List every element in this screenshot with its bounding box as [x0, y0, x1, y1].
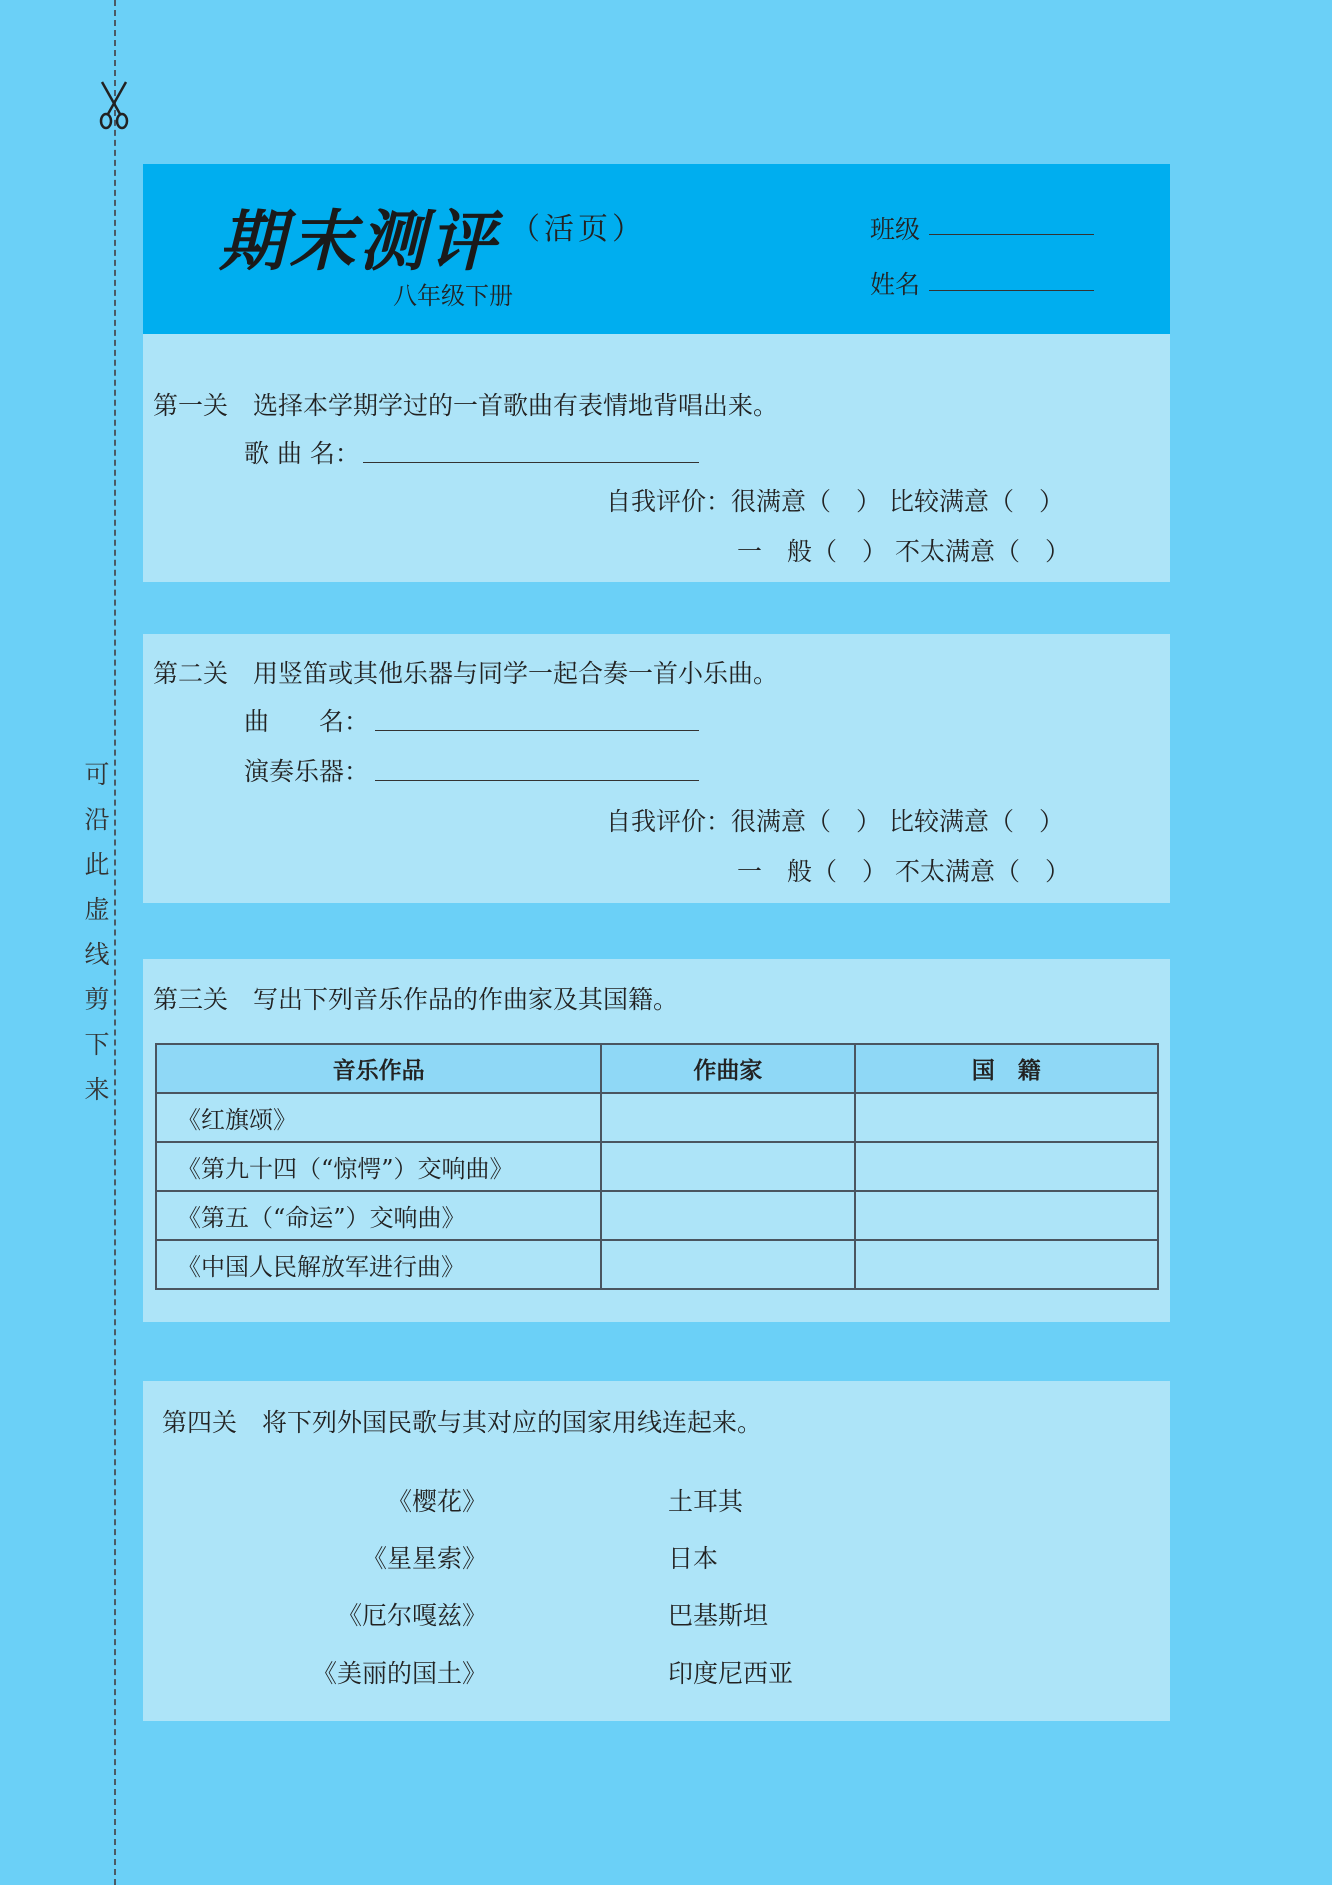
section-3-title: 第三关 写出下列音乐作品的作曲家及其国籍。: [153, 985, 679, 1014]
composer-cell[interactable]: [601, 1191, 854, 1240]
work-cell: 《第九十四（“惊愕”）交响曲》: [156, 1142, 601, 1191]
nationality-cell[interactable]: [855, 1093, 1158, 1142]
section-4-title: 第四关 将下列外国民歌与其对应的国家用线连起来。: [162, 1408, 763, 1437]
composer-cell[interactable]: [601, 1142, 854, 1191]
cut-char: 剪: [84, 985, 110, 1014]
country-item[interactable]: 印度尼西亚: [668, 1659, 794, 1688]
self-eval-label: 自我评价：: [606, 807, 732, 836]
table-row: [156, 1240, 1158, 1289]
cut-instruction: [80, 752, 114, 1112]
instrument-label: 演奏乐器：: [244, 757, 370, 786]
option-average[interactable]: 一 般（ ）: [737, 857, 888, 886]
folk-song-item[interactable]: 《厄尔嘎兹》: [336, 1601, 487, 1630]
composer-cell[interactable]: [601, 1093, 854, 1142]
country-item[interactable]: 土耳其: [668, 1487, 744, 1516]
folk-song-item[interactable]: 《美丽的国土》: [311, 1659, 487, 1688]
work-cell: 《中国人民解放军进行曲》: [156, 1240, 601, 1289]
option-average[interactable]: 一 般（ ）: [737, 537, 888, 566]
song-name-field[interactable]: [363, 462, 699, 463]
country-item[interactable]: 巴基斯坦: [668, 1601, 769, 1630]
cut-char: 可: [84, 760, 110, 789]
table-row: [156, 1093, 1158, 1142]
column-header: 作曲家: [601, 1044, 854, 1093]
nationality-cell[interactable]: [855, 1142, 1158, 1191]
instrument-field[interactable]: [375, 780, 699, 781]
cut-char: 此: [84, 850, 110, 879]
table-row: [156, 1142, 1158, 1191]
option-very-satisfied[interactable]: 很满意（ ）: [731, 487, 882, 516]
table-row: [156, 1191, 1158, 1240]
table-header-row: [156, 1044, 1158, 1093]
section-3: [143, 959, 1170, 1322]
cut-char: 线: [84, 940, 110, 969]
section-1-title: 第一关 选择本学期学过的一首歌曲有表情地背唱出来。: [153, 391, 779, 420]
section-4: [143, 1381, 1170, 1721]
page-title: 期末测评: [219, 202, 499, 280]
composer-cell[interactable]: [601, 1240, 854, 1289]
self-eval-label: 自我评价：: [606, 487, 732, 516]
section-1: [143, 334, 1170, 582]
grade-label: 八年级下册: [393, 282, 513, 310]
option-very-satisfied[interactable]: 很满意（ ）: [731, 807, 882, 836]
cut-char: 虚: [84, 895, 110, 924]
folk-song-item[interactable]: 《星星索》: [361, 1544, 487, 1573]
class-field[interactable]: [929, 234, 1094, 235]
option-fairly-satisfied[interactable]: 比较满意（ ）: [888, 487, 1064, 516]
class-label: 班级: [870, 215, 921, 244]
song-name-label: 歌 曲 名：: [244, 439, 360, 468]
self-eval-row-1: [606, 482, 1064, 518]
nationality-cell[interactable]: [855, 1191, 1158, 1240]
works-table: [155, 1043, 1159, 1290]
cut-char: 下: [84, 1030, 110, 1059]
scissors-icon: [96, 80, 132, 130]
work-cell: 《第五（“命运”）交响曲》: [156, 1191, 601, 1240]
option-fairly-satisfied[interactable]: 比较满意（ ）: [888, 807, 1064, 836]
option-not-satisfied[interactable]: 不太满意（ ）: [894, 537, 1070, 566]
title-suffix: （活页）: [510, 212, 646, 247]
column-header: 国 籍: [855, 1044, 1158, 1093]
section-2: [143, 634, 1170, 903]
work-cell: 《红旗颂》: [156, 1093, 601, 1142]
folk-song-item[interactable]: 《樱花》: [386, 1487, 487, 1516]
nationality-cell[interactable]: [855, 1240, 1158, 1289]
name-field[interactable]: [929, 290, 1094, 291]
column-header: 音乐作品: [156, 1044, 601, 1093]
name-label: 姓名: [870, 270, 921, 299]
piece-name-field[interactable]: [375, 730, 699, 731]
self-eval-row-1: [606, 802, 1064, 838]
self-eval-row-2: [737, 852, 1070, 888]
self-eval-row-2: [737, 532, 1070, 568]
option-not-satisfied[interactable]: 不太满意（ ）: [894, 857, 1070, 886]
section-2-title: 第二关 用竖笛或其他乐器与同学一起合奏一首小乐曲。: [153, 659, 779, 688]
header-banner: [143, 164, 1170, 334]
country-item[interactable]: 日本: [668, 1544, 719, 1573]
cut-dashed-line: [114, 0, 116, 1885]
piece-name-label: 曲 名：: [244, 707, 370, 736]
cut-char: 来: [84, 1075, 110, 1104]
cut-char: 沿: [84, 805, 110, 834]
